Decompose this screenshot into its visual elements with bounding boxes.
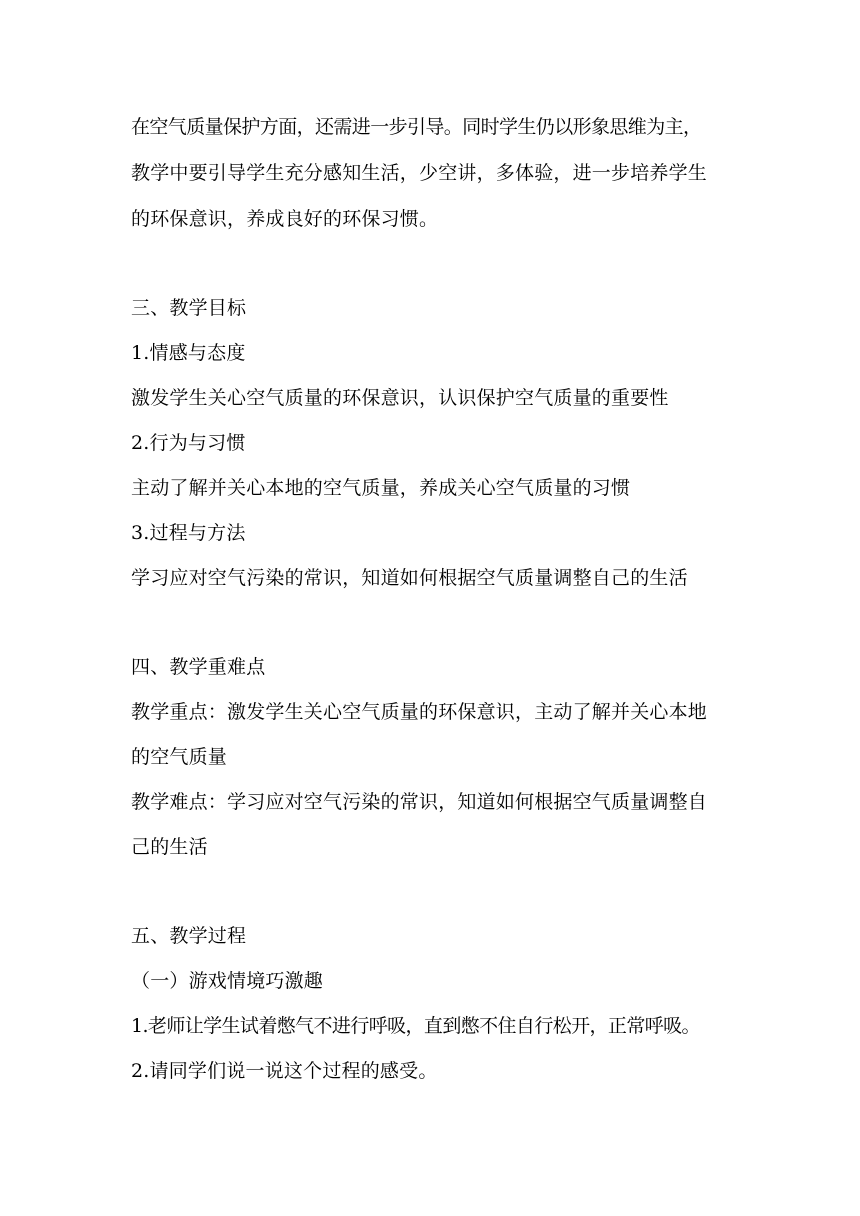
key-point-line-1: 教学重点：激发学生关心空气质量的环保意识，主动了解并关心本地: [131, 701, 708, 723]
objective-3-title: 3.过程与方法: [131, 522, 246, 544]
process-step-1: 1.老师让学生试着憋气不进行呼吸，直到憋不住自行松开，正常呼吸。: [131, 1015, 700, 1037]
section-heading-key-points: 四、教学重难点: [131, 656, 266, 678]
intro-line-1: 在空气质量保护方面，还需进一步引导。同时学生仍以形象思维为主，: [131, 116, 702, 138]
process-step-2: 2.请同学们说一说这个过程的感受。: [131, 1060, 438, 1082]
objective-3-text: 学习应对空气污染的常识，知道如何根据空气质量调整自己的生活: [131, 567, 688, 589]
section-heading-objectives: 三、教学目标: [131, 297, 247, 319]
intro-line-2: 教学中要引导学生充分感知生活，少空讲，多体验，进一步培养学生: [131, 162, 708, 184]
intro-line-3: 的环保意识，养成良好的环保习惯。: [131, 208, 439, 230]
objective-2-text: 主动了解并关心本地的空气质量，养成关心空气质量的习惯: [131, 477, 631, 499]
difficulty-line-1: 教学难点：学习应对空气污染的常识，知道如何根据空气质量调整自: [131, 791, 708, 813]
section-heading-process: 五、教学过程: [131, 925, 247, 947]
difficulty-line-2: 己的生活: [131, 836, 208, 858]
objective-1-text: 激发学生关心空气质量的环保意识，认识保护空气质量的重要性: [131, 387, 669, 409]
key-point-line-2: 的空气质量: [131, 746, 228, 768]
process-subheading-1: （一）游戏情境巧激趣: [131, 970, 324, 992]
objective-2-title: 2.行为与习惯: [131, 432, 246, 454]
objective-1-title: 1.情感与态度: [131, 342, 246, 364]
